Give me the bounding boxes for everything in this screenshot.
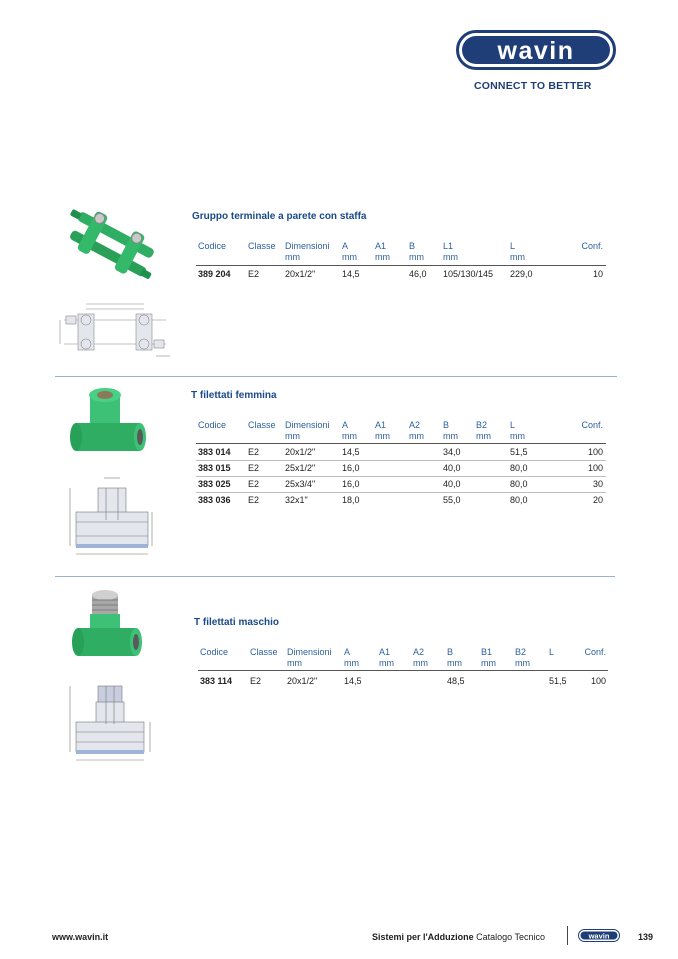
catalog-title-bold: Sistemi per l'Adduzione [372, 932, 474, 942]
product-photo-male-tee [62, 588, 148, 672]
cell-codice: 383 014 [198, 447, 231, 457]
cell-l: 51,5 [510, 447, 528, 457]
col-header-classe: Classe [250, 647, 278, 657]
row-divider [196, 460, 606, 461]
cell-dimensioni: 25x3/4" [285, 479, 316, 489]
col-header-a2: A2 mm [409, 420, 424, 441]
cell-l: 229,0 [510, 269, 533, 279]
col-header-dimensioni: Dimensioni mm [285, 420, 330, 441]
cell-conf: 100 [587, 447, 603, 457]
col-header-conf: Conf. [581, 241, 603, 251]
cell-a: 14,5 [342, 269, 360, 279]
cell-conf: 30 [592, 479, 603, 489]
col-header-l: L [549, 647, 555, 657]
section-title-female-tee: T filettati femmina [191, 390, 277, 401]
col-header-codice: Codice [198, 420, 227, 430]
cell-codice: 389 204 [198, 269, 231, 279]
footer-divider [567, 926, 568, 945]
logo-wordmark: wavin [497, 37, 575, 65]
page-number: 139 [638, 932, 654, 942]
cell-dimensioni: 32x1" [285, 495, 308, 505]
col-header-classe: Classe [248, 420, 276, 430]
cell-a: 18,0 [342, 495, 360, 505]
technical-drawing-wall-terminal [56, 300, 174, 364]
col-header-a: A mm [342, 241, 357, 262]
cell-dimensioni: 25x1/2" [285, 463, 316, 473]
cell-l: 51,5 [549, 676, 567, 686]
cell-codice: 383 015 [198, 463, 231, 473]
technical-drawing-female-tee [66, 470, 156, 558]
technical-drawing-male-tee [66, 678, 154, 764]
col-header-b2: B2 mm [515, 647, 530, 668]
cell-codice: 383 114 [200, 676, 233, 686]
section-separator [55, 576, 615, 577]
footer-wavin-logo [578, 929, 620, 942]
col-header-l: L mm [510, 420, 525, 441]
col-header-a2: A2 mm [413, 647, 428, 668]
product-photo-female-tee [60, 385, 150, 467]
col-header-b: B mm [409, 241, 424, 262]
col-header-a: A mm [342, 420, 357, 441]
cell-l: 80,0 [510, 495, 528, 505]
cell-b: 55,0 [443, 495, 461, 505]
col-header-b1: B1 mm [481, 647, 496, 668]
section-separator [55, 376, 617, 377]
cell-l: 80,0 [510, 479, 528, 489]
col-header-a1: A1 mm [375, 241, 390, 262]
header-rule [196, 443, 606, 444]
section-title-wall-terminal: Gruppo terminale a parete con staffa [192, 211, 367, 222]
wavin-logo [456, 30, 616, 70]
header-rule [196, 265, 606, 266]
catalog-title-rest: Catalogo Tecnico [473, 932, 546, 942]
section-title-male-tee: T filettati maschio [194, 617, 280, 628]
col-header-b2: B2 mm [476, 420, 491, 441]
col-header-dimensioni: Dimensioni mm [285, 241, 330, 262]
cell-b: 40,0 [443, 463, 461, 473]
product-photo-wall-terminal [58, 195, 173, 290]
cell-conf: 10 [592, 269, 603, 279]
col-header-b: B mm [443, 420, 458, 441]
row-divider [196, 492, 606, 493]
header-rule [198, 670, 608, 671]
cell-a: 14,5 [344, 676, 362, 686]
col-header-a: A mm [344, 647, 359, 668]
cell-conf: 100 [590, 676, 606, 686]
cell-classe: E2 [248, 447, 260, 457]
col-header-a1: A1 mm [375, 420, 390, 441]
cell-classe: E2 [248, 463, 260, 473]
cell-classe: E2 [248, 479, 260, 489]
cell-classe: E2 [250, 676, 262, 686]
col-header-codice: Codice [200, 647, 229, 657]
col-header-conf: Conf. [584, 647, 606, 657]
cell-classe: E2 [248, 495, 260, 505]
cell-conf: 20 [592, 495, 603, 505]
col-header-dimensioni: Dimensioni mm [287, 647, 332, 668]
row-divider [196, 476, 606, 477]
cell-classe: E2 [248, 269, 260, 279]
cell-conf: 100 [587, 463, 603, 473]
cell-dimensioni: 20x1/2" [285, 447, 316, 457]
cell-codice: 383 036 [198, 495, 231, 505]
col-header-classe: Classe [248, 241, 276, 251]
cell-a: 14,5 [342, 447, 360, 457]
cell-codice: 383 025 [198, 479, 231, 489]
cell-b: 34,0 [443, 447, 461, 457]
cell-a: 16,0 [342, 463, 360, 473]
footer-logo-wordmark: wavin [588, 931, 610, 941]
col-header-codice: Codice [198, 241, 227, 251]
col-header-l: L mm [510, 241, 525, 262]
tagline: CONNECT TO BETTER [474, 80, 592, 92]
cell-b: 46,0 [409, 269, 427, 279]
cell-b: 40,0 [443, 479, 461, 489]
cell-l1: 105/130/145 [443, 269, 494, 279]
footer-website[interactable]: www.wavin.it [52, 932, 109, 942]
col-header-b: B mm [447, 647, 462, 668]
col-header-a1: A1 mm [379, 647, 394, 668]
cell-b: 48,5 [447, 676, 465, 686]
cell-a: 16,0 [342, 479, 360, 489]
col-header-l1: L1 mm [443, 241, 458, 262]
cell-dimensioni: 20x1/2" [285, 269, 316, 279]
col-header-conf: Conf. [581, 420, 603, 430]
cell-l: 80,0 [510, 463, 528, 473]
footer-catalog-title [372, 932, 545, 942]
cell-dimensioni: 20x1/2" [287, 676, 318, 686]
